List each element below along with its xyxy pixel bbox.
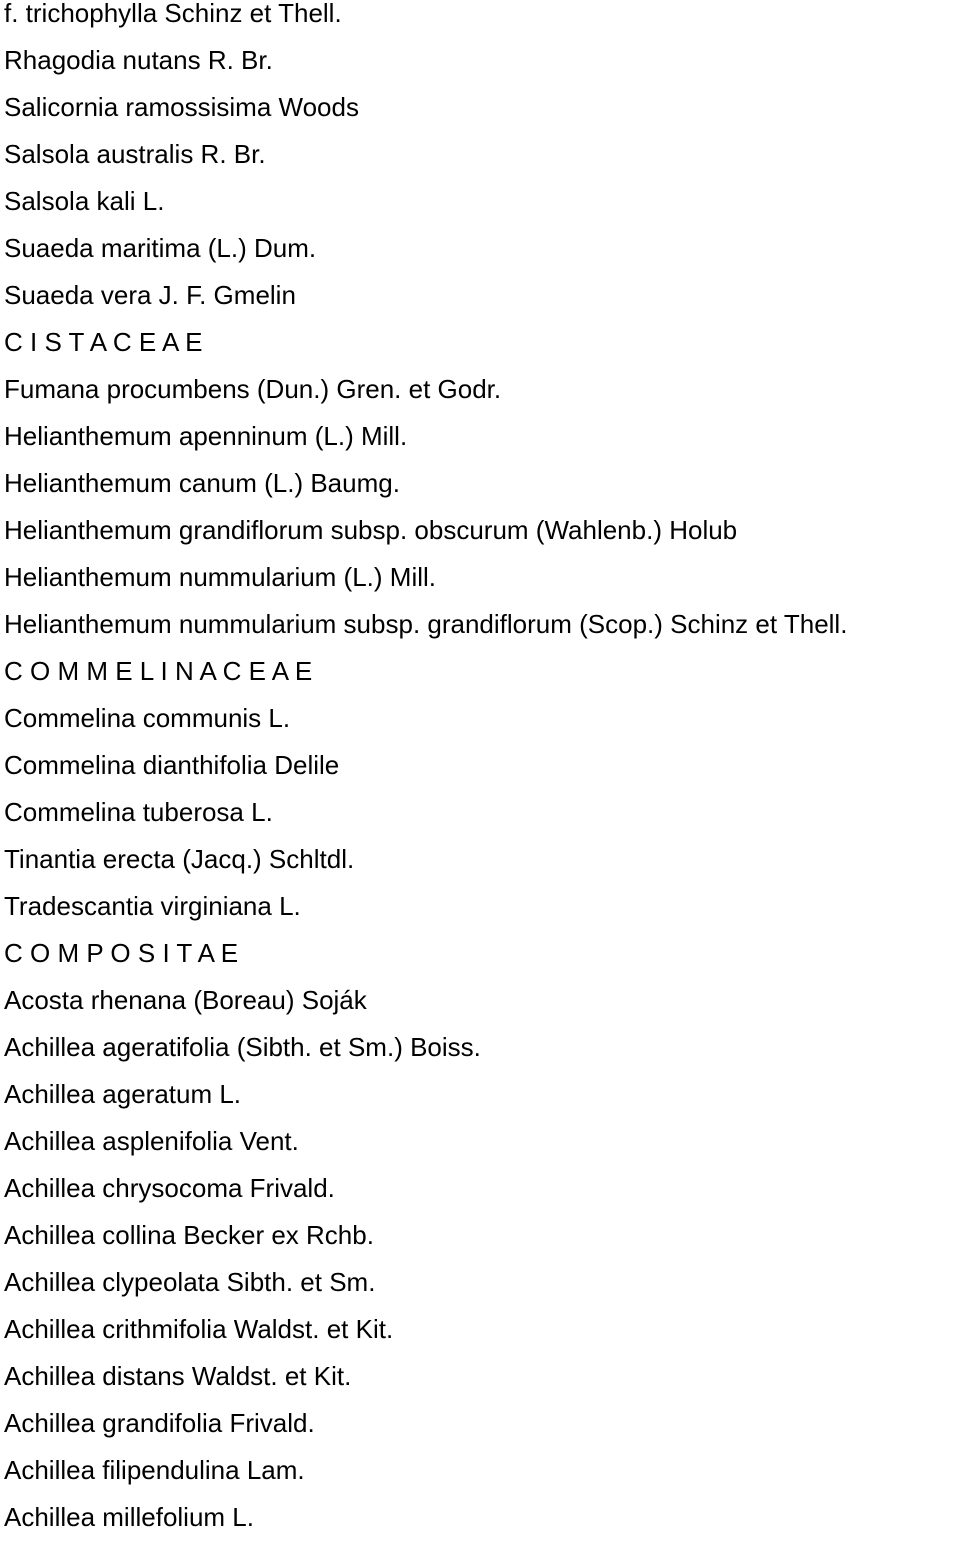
species-line: Rhagodia nutans R. Br. [4, 45, 273, 75]
species-line: Salsola australis R. Br. [4, 139, 266, 169]
species-line: Commelina dianthifolia Delile [4, 750, 340, 780]
species-line: Acosta rhenana (Boreau) Soják [4, 985, 367, 1015]
species-line: Achillea ageratum L. [4, 1079, 242, 1109]
species-line: Suaeda vera J. F. Gmelin [4, 280, 296, 310]
species-line: Achillea millefolium L. [4, 1502, 254, 1532]
species-line: Commelina tuberosa L. [4, 797, 273, 827]
species-line: Achillea crithmifolia Waldst. et Kit. [4, 1314, 394, 1344]
species-line: Helianthemum apenninum (L.) Mill. [4, 421, 408, 451]
species-line: Achillea clypeolata Sibth. et Sm. [4, 1267, 376, 1297]
species-line: Achillea filipendulina Lam. [4, 1455, 305, 1485]
family-heading: C I S T A C E A E [4, 327, 203, 357]
species-line: Achillea chrysocoma Frivald. [4, 1173, 335, 1203]
species-line: Salsola kali L. [4, 186, 165, 216]
species-line: Helianthemum grandiflorum subsp. obscurum (Wahlenb.) Holub [4, 515, 738, 545]
species-line: Achillea grandifolia Frivald. [4, 1408, 315, 1438]
species-line: Achillea distans Waldst. et Kit. [4, 1361, 352, 1391]
species-line: Suaeda maritima (L.) Dum. [4, 233, 317, 263]
species-list [4, 0, 954, 1541]
species-line: f. trichophylla Schinz et Thell. [4, 0, 342, 28]
species-line: Fumana procumbens (Dun.) Gren. et Godr. [4, 374, 502, 404]
family-heading: C O M M E L I N A C E A E [4, 656, 313, 686]
species-line: Tradescantia virginiana L. [4, 891, 301, 921]
family-heading: C O M P O S I T A E [4, 938, 239, 968]
species-line: Helianthemum nummularium subsp. grandiflorum (Scop.) Schinz et Thell. [4, 609, 848, 639]
species-line: Achillea asplenifolia Vent. [4, 1126, 299, 1156]
species-line: Achillea collina Becker ex Rchb. [4, 1220, 374, 1250]
species-line: Helianthemum canum (L.) Baumg. [4, 468, 400, 498]
species-line: Tinantia erecta (Jacq.) Schltdl. [4, 844, 355, 874]
species-line: Achillea ageratifolia (Sibth. et Sm.) Boiss. [4, 1032, 481, 1062]
species-line: Commelina communis L. [4, 703, 291, 733]
species-line: Salicornia ramossisima Woods [4, 92, 359, 122]
species-line: Helianthemum nummularium (L.) Mill. [4, 562, 436, 592]
